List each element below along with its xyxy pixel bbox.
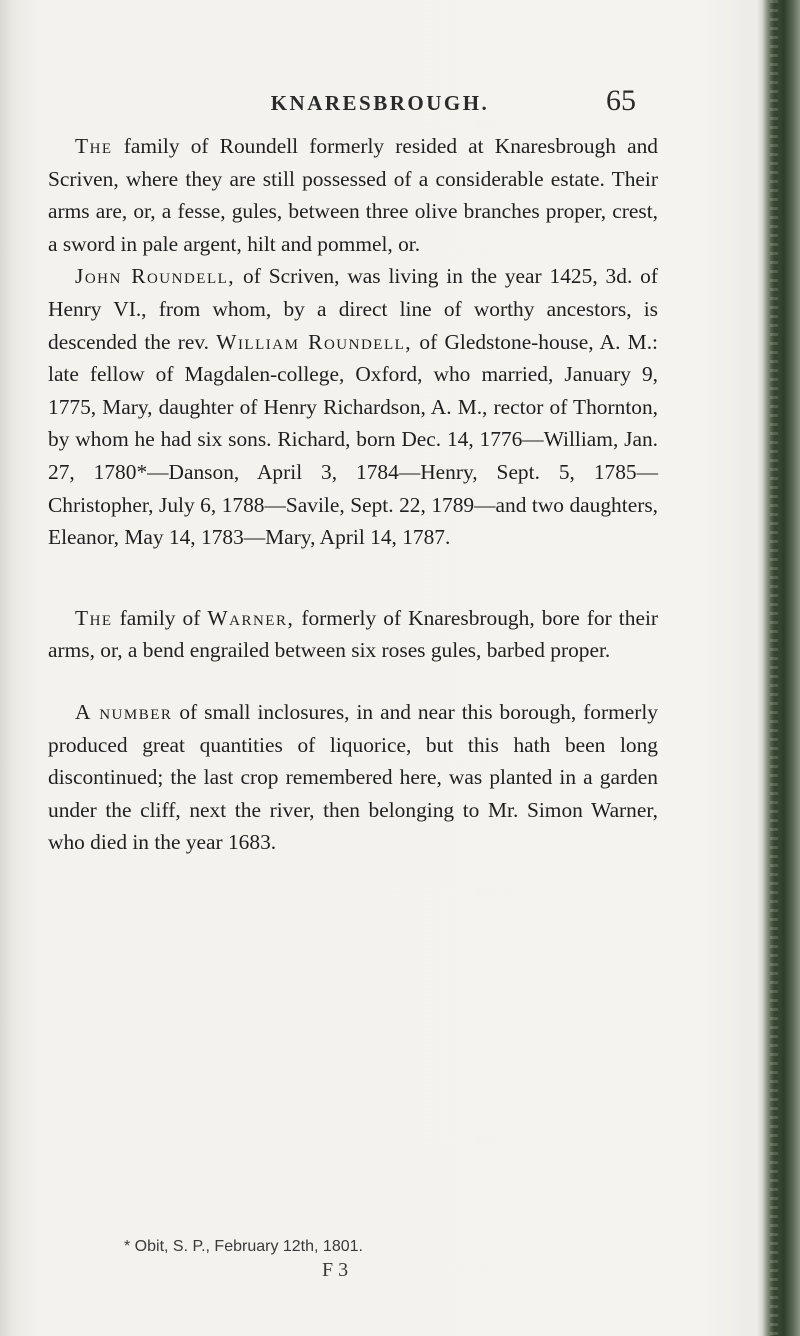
signature-mark: F 3	[322, 1259, 349, 1281]
paragraph-text: family of	[112, 605, 208, 630]
paragraph-lead: The	[75, 605, 113, 630]
running-title: KNARESBROUGH.	[270, 91, 490, 115]
paragraph-liquorice	[48, 696, 658, 859]
paragraph-john-roundell	[48, 260, 658, 553]
person-name: John Roundell,	[75, 264, 236, 289]
paragraph-text: of small inclosures, in and near this borough, formerly produced great quantities of liquorice, but this hath been long discontinued; the last crop remembered here, was planted in a garden under the cliff, next the river, then belonging to Mr. Simon Warner, who died in the year 1683.	[48, 699, 658, 855]
page-left-edge	[0, 0, 14, 1336]
paragraph-roundell-family	[48, 130, 658, 260]
paragraph-lead: A number	[75, 699, 173, 724]
paragraph-lead: The	[75, 134, 113, 158]
paragraph-warner-family	[48, 602, 658, 667]
body-text	[48, 130, 658, 859]
footnote: * Obit, S. P., February 12th, 1801.	[124, 1238, 363, 1255]
book-spine-edge	[756, 0, 800, 1336]
paragraph-text: of Scriven, was living in the year 1425, 3d. of Henry VI., from whom, by a direct line of worthy ancestors, is descended the rev.	[48, 264, 658, 354]
paragraph-text: formerly of Knaresbrough, bore for their arms, or, a bend engrailed between six roses gules, barbed proper.	[48, 605, 659, 663]
paragraph-text: family of Roundell formerly resided at Knaresbrough and Scriven, where they are still possessed of a considerable estate. Their arms are, or, a fesse, gules, between three olive branches proper, crest, a sword in pale argent, hilt and pommel, or.	[48, 134, 658, 256]
page-number: 65	[606, 84, 636, 117]
person-name: William Roundell,	[216, 329, 413, 354]
paragraph-text: of Gledstone-house, A. M.: late fellow of Magdalen-college, Oxford, who married, January 9, 1775, Mary, daughter of Henry Richardson, A. M., rector of Thornton, by whom he had six sons. Richard, born Dec. 14, 1776—William, Jan. 27, 1780*—Danson, April 3, 1784—Henry, Sept. 5, 1785—Christopher, July 6, 1788—Savile, Sept. 22, 1789—and two daughters, Eleanor, May 14, 1783—Mary, April 14, 1787.	[48, 329, 658, 550]
person-name: Warner,	[207, 605, 295, 630]
